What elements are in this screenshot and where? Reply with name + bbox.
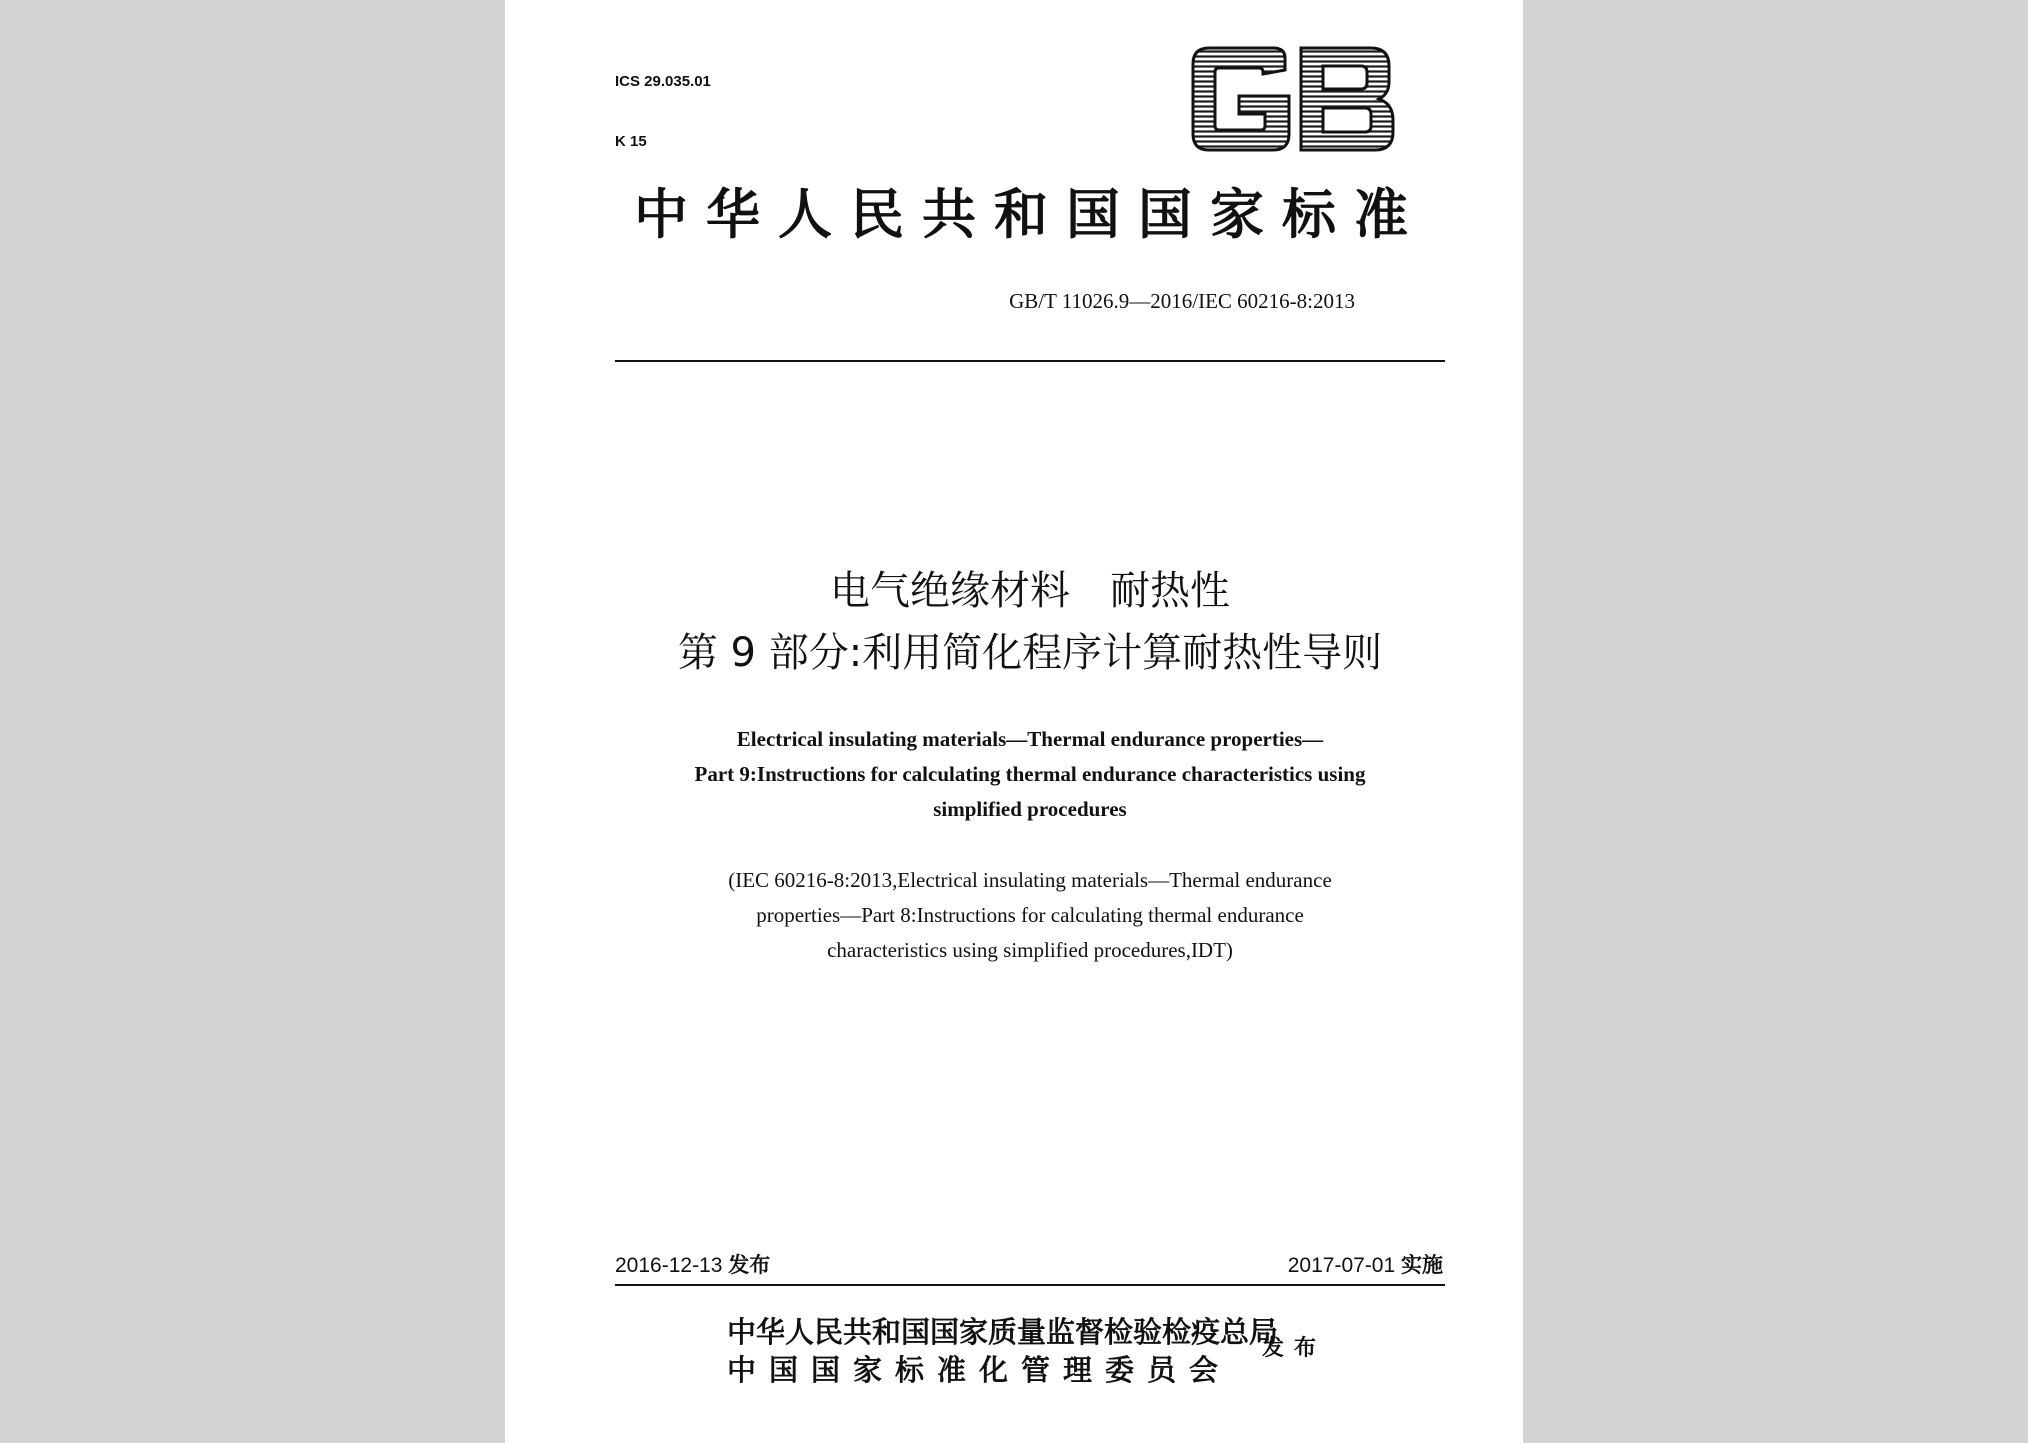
implementation-date-label: 实施 bbox=[1401, 1253, 1443, 1277]
chinese-title-line: 第 9 部分:利用简化程序计算耐热性导则 bbox=[677, 630, 1383, 676]
equivalence-statement bbox=[615, 863, 1445, 968]
issue-date-block bbox=[615, 1251, 770, 1280]
implementation-date: 2017-07-01 bbox=[1287, 1254, 1396, 1277]
english-title-line: Electrical insulating materials—Thermal endurance properties— bbox=[736, 727, 1324, 751]
bottom-divider bbox=[615, 1284, 1445, 1286]
class-code: K 15 bbox=[615, 133, 647, 150]
ics-code: ICS 29.035.01 bbox=[615, 73, 711, 90]
publisher-sac: 中国国家标准化管理委员会 bbox=[727, 1353, 1232, 1387]
english-title-line: Part 9:Instructions for calculating thermal endurance characteristics using bbox=[694, 762, 1366, 786]
equivalence-line: characteristics using simplified procedures,IDT) bbox=[827, 938, 1233, 962]
chinese-title-line: 电气绝缘材料 耐热性 bbox=[830, 568, 1230, 614]
gb-logo-text: GB bbox=[1185, 44, 1187, 45]
issue-date: 2016-12-13 bbox=[615, 1254, 723, 1277]
equivalence-line: properties—Part 8:Instructions for calculating thermal endurance bbox=[756, 903, 1304, 927]
classification-codes bbox=[615, 32, 711, 192]
issue-date-label: 发布 bbox=[728, 1253, 771, 1277]
top-divider bbox=[615, 360, 1445, 362]
publishers bbox=[727, 1313, 1278, 1389]
standard-cover-page bbox=[505, 0, 1523, 1443]
chinese-title bbox=[615, 560, 1445, 684]
publish-label: 发布 bbox=[1262, 1336, 1327, 1361]
english-title-line: simplified procedures bbox=[933, 797, 1127, 821]
gb-logo bbox=[1185, 44, 1400, 154]
standard-number: GB/T 11026.9—2016/IEC 60216-8:2013 bbox=[1009, 289, 1355, 313]
equivalence-line: (IEC 60216-8:2013,Electrical insulating materials—Thermal endurance bbox=[728, 868, 1332, 892]
publisher-aqsiq: 中华人民共和国国家质量监督检验检疫总局 bbox=[727, 1315, 1279, 1349]
national-standard-title: 中华人民共和国国家标准 bbox=[634, 182, 1426, 246]
english-title bbox=[615, 722, 1445, 827]
implementation-date-block bbox=[1288, 1251, 1443, 1280]
